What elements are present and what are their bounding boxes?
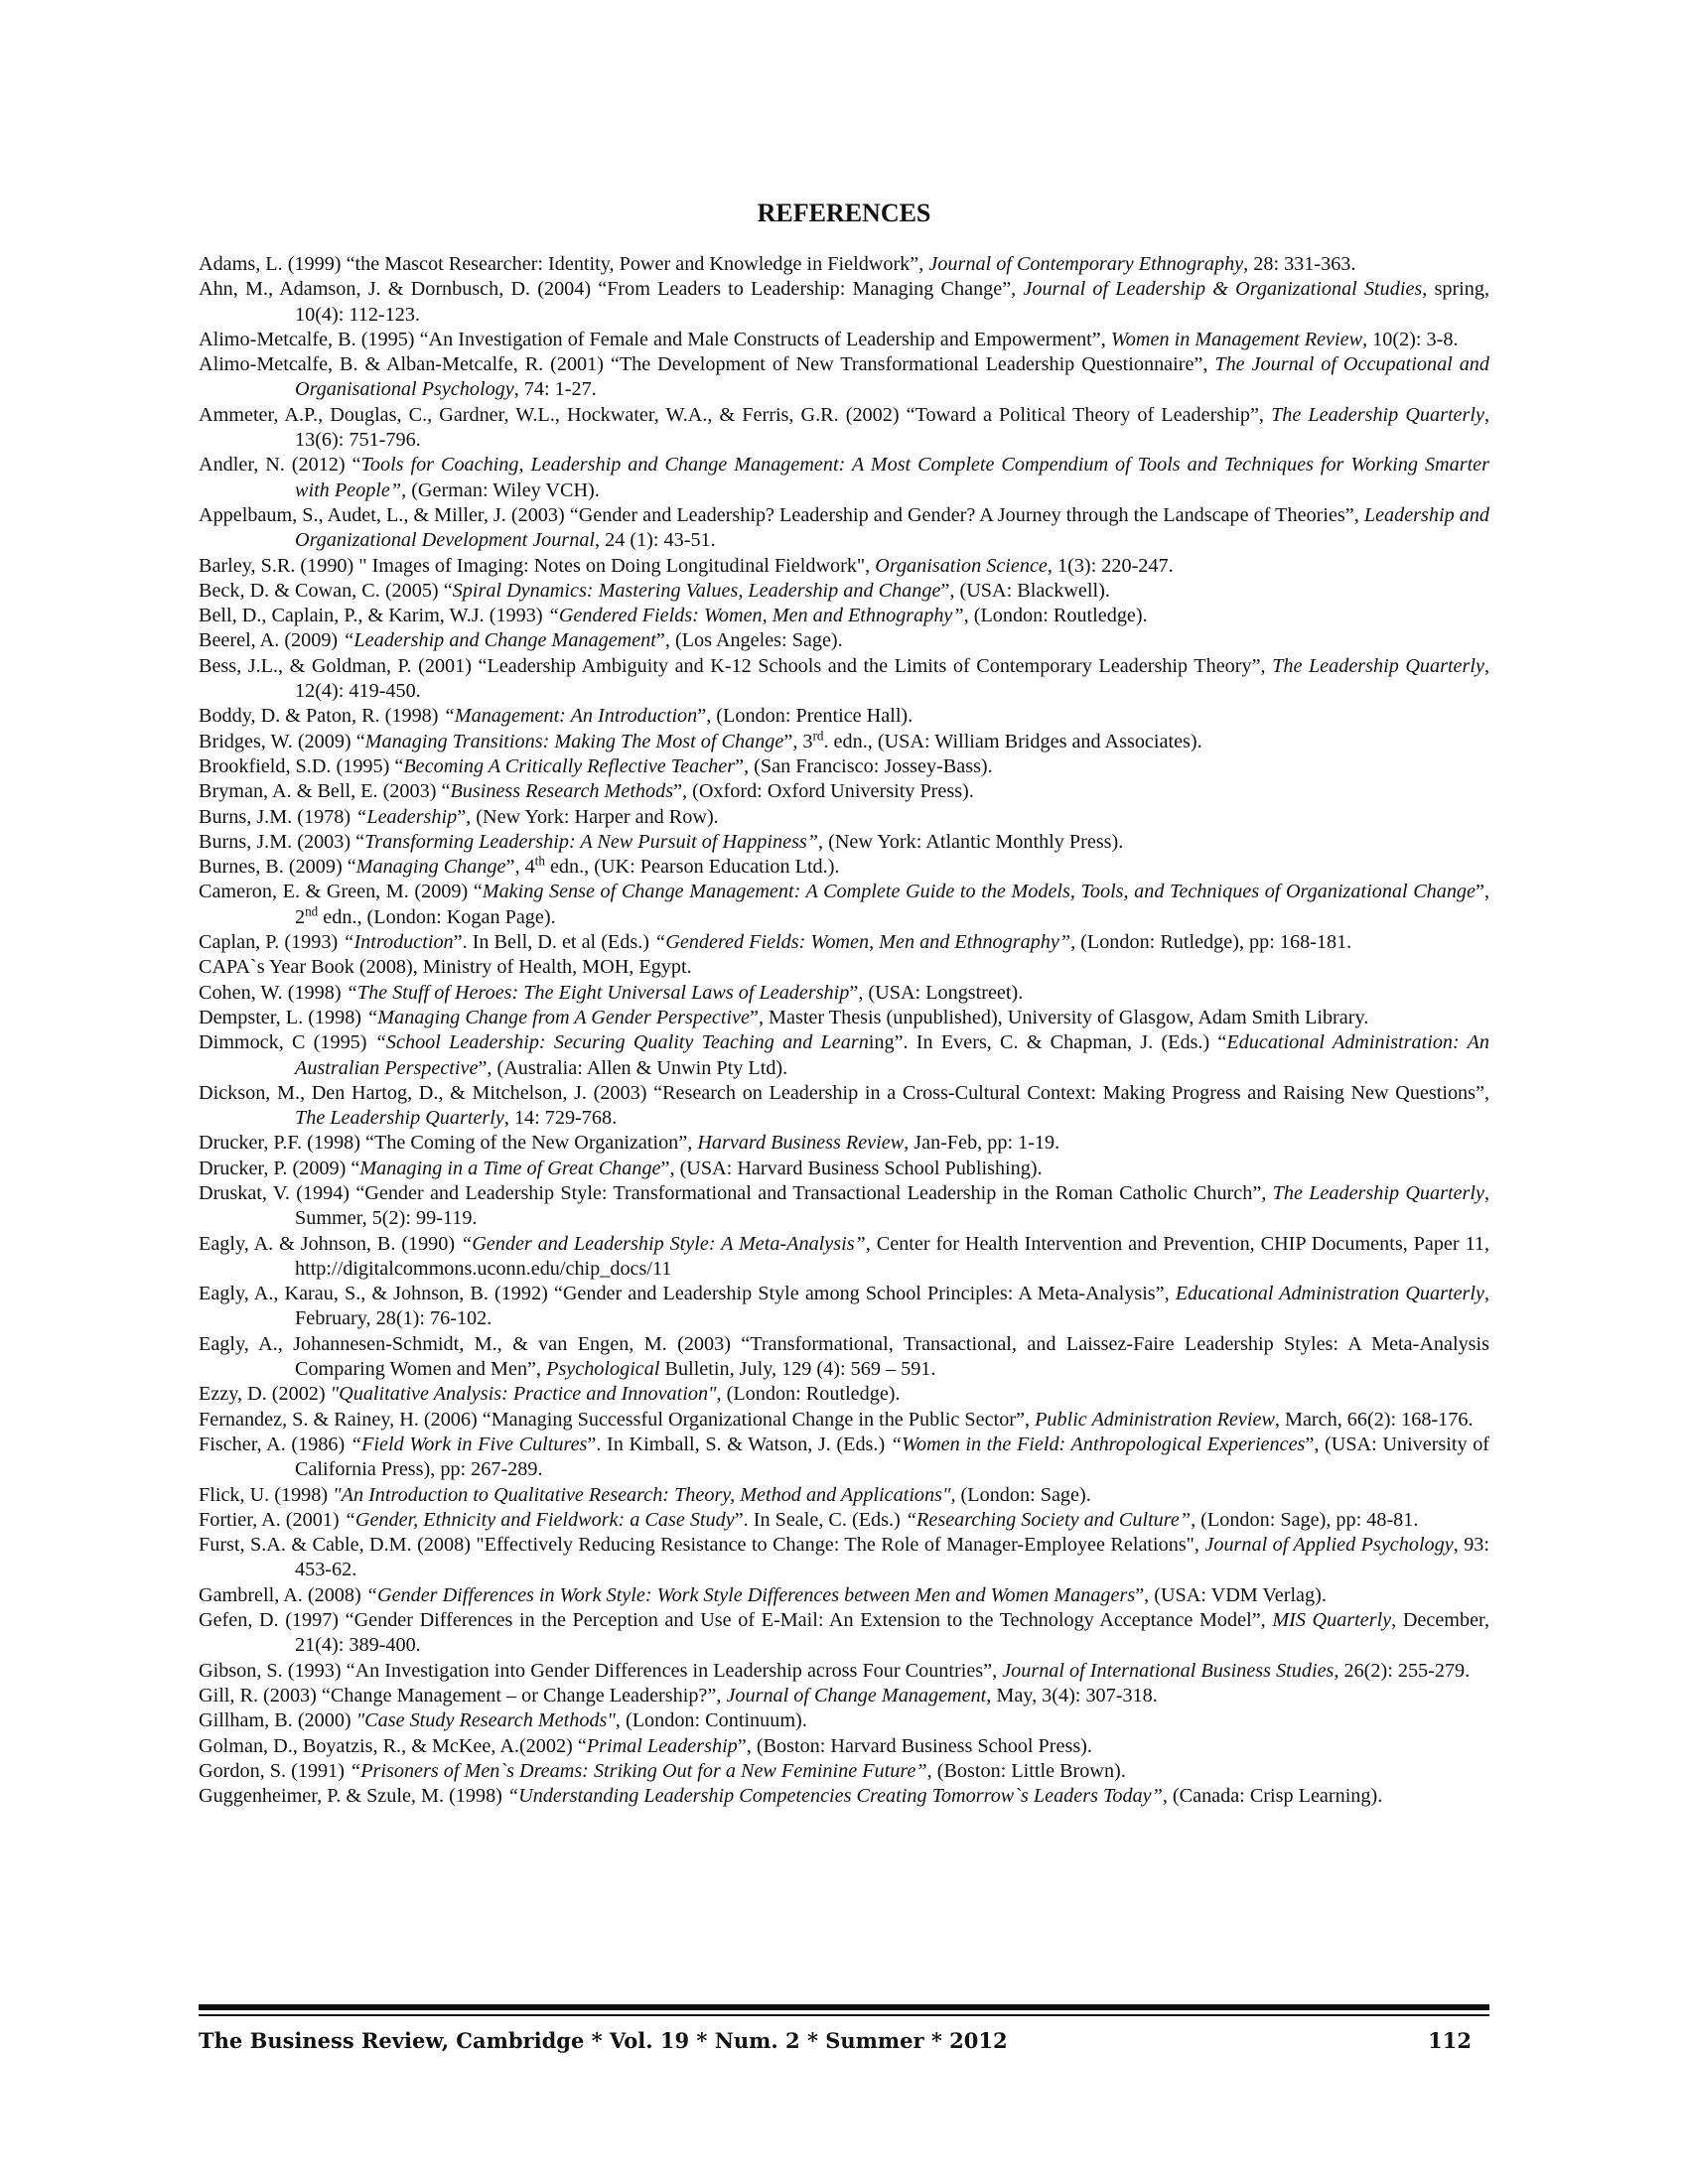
reference-entry	[199, 277, 1489, 328]
italic-title: “Gendered Fields: Women, Men and Ethnography”	[547, 605, 964, 627]
reference-text: Center for Health Intervention and Prevention, CHIP Documents, Paper 11, http://digitalcommons.uconn.edu/chip_docs/11	[295, 1232, 1489, 1280]
reference-text: Guggenheimer, P. & Szule, M. (1998)	[199, 1785, 507, 1808]
reference-text: (London: Sage).	[955, 1483, 1091, 1506]
reference-text: Flick, U. (1998)	[199, 1483, 334, 1506]
reference-text: , (Boston: Little Brown).	[926, 1759, 1126, 1782]
reference-entry	[199, 1408, 1489, 1433]
reference-text: ”. In Seale, C. (Eds.)	[734, 1508, 906, 1531]
italic-title: Transforming Leadership: A New Pursuit of Happiness”	[364, 830, 819, 853]
reference-entry	[199, 554, 1489, 579]
italic-title: "An Introduction to Qualitative Research: Theory, Method and Applications",	[333, 1483, 956, 1506]
reference-text: Caplan, P. (1993)	[199, 931, 344, 954]
reference-text: Fernandez, S. & Rainey, H. (2006) “Managing Successful Organizational Change in the Public Sector”,	[199, 1408, 1036, 1431]
italic-title: Journal of Contemporary Ethnography	[928, 253, 1244, 275]
reference-text: Gambrell, A. (2008)	[199, 1583, 366, 1606]
reference-text: ”, (San Francisco: Jossey-Bass).	[735, 754, 993, 777]
reference-text: ”, (Los Angeles: Sage).	[655, 629, 843, 652]
reference-entry	[199, 704, 1489, 729]
italic-title: Organisation Science	[875, 554, 1048, 577]
reference-text: , (London: Routledge).	[716, 1383, 901, 1406]
reference-text: Gillham, B. (2000)	[199, 1709, 356, 1732]
reference-text: , (London: Continuum).	[615, 1709, 807, 1732]
italic-title: Journal of Leadership & Organizational Studies	[1023, 278, 1423, 301]
reference-text: Alimo-Metcalfe, B. (1995) “An Investigation of Female and Male Constructs of Leadership and Empowerment”,	[199, 328, 1111, 350]
italic-title: “Researching Society and Culture”	[905, 1508, 1192, 1531]
reference-text: Gibson, S. (1993) “An Investigation into Gender Differences in Leadership across Four Countries”,	[199, 1659, 1003, 1682]
reference-text: Cohen, W. (1998)	[199, 981, 347, 1004]
reference-entry	[199, 1006, 1489, 1030]
reference-text: Gefen, D. (1997) “Gender Differences in the Perception and Use of E-Mail: An Extension to the Technology Acceptance Model”,	[199, 1609, 1273, 1632]
reference-text: ”, (London: Prentice Hall).	[697, 705, 914, 728]
journal-citation: The Business Review, Cambridge * Vol. 19 * Num. 2 * Summer * 2012	[199, 2028, 1008, 2053]
italic-title: Educational Administration Quarterly	[1175, 1283, 1484, 1305]
reference-entry	[199, 855, 1489, 880]
italic-title: Journal of Applied Psychology	[1204, 1534, 1454, 1557]
reference-entry	[199, 1232, 1489, 1283]
reference-text: Bulletin, July, 129 (4): 569 – 591.	[659, 1358, 936, 1381]
reference-entry	[199, 1734, 1489, 1759]
italic-title: Managing Transitions: Making The Most of Change	[364, 730, 784, 752]
reference-text: Fischer, A. (1986)	[199, 1433, 351, 1455]
reference-text: , (London: Routledge).	[963, 605, 1148, 627]
reference-entry	[199, 252, 1489, 277]
footer-rule	[199, 2004, 1489, 2010]
reference-entry	[199, 1759, 1489, 1784]
reference-text: , 24 (1): 43-51.	[595, 529, 716, 552]
reference-text: Gordon, S. (1991)	[199, 1759, 350, 1782]
reference-entry	[199, 727, 1489, 754]
italic-title: The Leadership Quarterly	[295, 1107, 504, 1130]
reference-entry	[199, 981, 1489, 1006]
reference-text: Brookfield, S.D. (1995) “	[199, 754, 404, 777]
reference-entry	[199, 779, 1489, 804]
reference-text: , 28: 331-363.	[1243, 253, 1356, 275]
reference-entry	[199, 1433, 1489, 1483]
reference-text: ”, 3	[783, 730, 813, 752]
reference-text: Ezzy, D. (2002)	[199, 1383, 331, 1406]
superscript-text: nd	[305, 902, 319, 918]
italic-title: Leadership and Organizational Development Journal	[295, 503, 1490, 552]
reference-entry	[199, 1382, 1489, 1407]
italic-title: The Leadership Quarterly	[1272, 654, 1484, 677]
italic-title: "Qualitative Analysis: Practice and Innovation"	[330, 1383, 717, 1406]
reference-text: , Summer, 5(2): 99-119.	[295, 1181, 1489, 1230]
reference-entry	[199, 628, 1489, 653]
italic-title: “The Stuff of Heroes: The Eight Universal Laws of Leadership	[346, 981, 850, 1004]
italic-title: Harvard Business Review	[697, 1132, 905, 1155]
reference-entry	[199, 403, 1489, 454]
italic-title: Psychological	[546, 1358, 660, 1381]
reference-text: CAPA`s Year Book (2008), Ministry of Health, MOH, Egypt.	[199, 956, 692, 979]
italic-title: “Managing Change from A Gender Perspective	[366, 1006, 750, 1028]
italic-title: “Understanding Leadership Competencies Creating Tomorrow`s Leaders Today”	[506, 1785, 1163, 1808]
italic-title: Journal of International Business Studies	[1002, 1659, 1335, 1682]
reference-text: Barley, S.R. (1990) " Images of Imaging: Notes on Doing Longitudinal Fieldwork",	[199, 554, 876, 577]
reference-entry	[199, 1784, 1489, 1809]
italic-title: The Leadership Quarterly	[1271, 403, 1484, 426]
reference-entry	[199, 1157, 1489, 1181]
italic-title: “Leadership and Change Management	[343, 629, 656, 652]
italic-title: Making Sense of Change Management: A Complete Guide to the Models, Tools, and Techniques of Organizational Change	[482, 881, 1476, 903]
reference-text: Dempster, L. (1998)	[199, 1006, 367, 1028]
page-footer	[199, 2028, 1489, 2058]
italic-title: The Journal of Occupational and Organisational Psychology	[295, 353, 1489, 401]
reference-entry	[199, 930, 1489, 955]
reference-entry	[199, 503, 1489, 554]
page-number: 112	[1428, 2028, 1472, 2053]
italic-title: Journal of Change Management	[726, 1684, 987, 1706]
italic-title: "Case Study Research Methods"	[355, 1709, 616, 1732]
italic-title: “Field Work in Five Cultures	[350, 1433, 588, 1455]
reference-entry	[199, 1659, 1489, 1684]
reference-text: Burns, J.M. (2003) “	[199, 830, 365, 853]
reference-text: Furst, S.A. & Cable, D.M. (2008) "Effectively Reducing Resistance to Change: The Role of Manager-Employee Relations",	[199, 1534, 1205, 1557]
italic-title: MIS Quarterly	[1272, 1609, 1392, 1632]
reference-text: Ammeter, A.P., Douglas, C., Gardner, W.L., Hockwater, W.A., & Ferris, G.R. (2002) “Toward a Political Theory of Leadership”,	[199, 403, 1272, 426]
reference-text: ”. In Bell, D. et al (Eds.)	[453, 931, 655, 954]
reference-text: Druskat, V. (1994) “Gender and Leadership Style: Transformational and Transactional Leadership in the Roman Catholic Church”,	[199, 1181, 1273, 1204]
reference-text: Beck, D. & Cowan, C. (2005) “	[199, 579, 453, 602]
reference-text: , March, 66(2): 168-176.	[1274, 1408, 1474, 1431]
reference-text: , 26(2): 255-279.	[1334, 1659, 1471, 1682]
reference-text: edn., (London: Kogan Page).	[318, 905, 556, 928]
reference-text: Eagly, A. & Johnson, B. (1990)	[199, 1232, 461, 1255]
reference-text: Boddy, D. & Paton, R. (1998)	[199, 705, 444, 728]
reference-entry	[199, 880, 1489, 930]
reference-text: , Jan-Feb, pp: 1-19.	[904, 1132, 1060, 1155]
reference-text: ”, Master Thesis (unpublished), University of Glasgow, Adam Smith Library.	[750, 1006, 1369, 1028]
reference-text: Cameron, E. & Green, M. (2009) “	[199, 881, 483, 903]
reference-text: , (German: Wiley VCH).	[401, 478, 600, 501]
reference-text: Andler, N. (2012) “	[199, 454, 361, 477]
reference-entry	[199, 1332, 1489, 1383]
reference-text: Bryman, A. & Bell, E. (2003) “	[199, 780, 451, 803]
italic-title: Business Research Methods	[450, 780, 674, 803]
reference-text: , 13(6): 751-796.	[295, 403, 1489, 452]
reference-text: , (New York: Atlantic Monthly Press).	[818, 830, 1124, 853]
reference-text: Burns, J.M. (1978)	[199, 805, 356, 828]
reference-entry	[199, 654, 1489, 705]
reference-entry	[199, 1533, 1489, 1583]
reference-text: ”. In Kimball, S. & Watson, J. (Eds.)	[587, 1433, 891, 1455]
italic-title: “Gender and Leadership Style: A Meta-Analysis”,	[461, 1232, 871, 1255]
reference-text: Eagly, A., Karau, S., & Johnson, B. (1992) “Gender and Leadership Style among School Principles: A Meta-Analysis”,	[199, 1283, 1176, 1305]
reference-text: Alimo-Metcalfe, B. & Alban-Metcalfe, R. (2001) “The Development of New Transformational Leadership Questionnaire”,	[199, 353, 1215, 376]
reference-text: , spring, 10(4): 112-123.	[295, 278, 1490, 326]
reference-text: Dickson, M., Den Hartog, D., & Mitchelson, J. (2003) “Research on Leadership in a Cross-Cultural Context: Making Progress and Raising New Questions”,	[199, 1081, 1489, 1104]
reference-text: ”, (USA: University of California Press), pp: 267-289.	[295, 1433, 1490, 1481]
reference-text: Golman, D., Boyatzis, R., & McKee, A.(2002) “	[199, 1734, 587, 1757]
reference-text: ”, (USA: VDM Verlag).	[1135, 1583, 1327, 1606]
reference-text: Adams, L. (1999) “the Mascot Researcher: Identity, Power and Knowledge in Fieldwork”,	[199, 253, 929, 275]
reference-entry	[199, 1583, 1489, 1608]
reference-entry	[199, 830, 1489, 855]
reference-entry	[199, 1030, 1489, 1081]
footer-rule-thin	[199, 2014, 1489, 2016]
reference-text: , (Canada: Crisp Learning).	[1162, 1785, 1383, 1808]
reference-list	[199, 252, 1489, 1809]
superscript-text: th	[534, 853, 545, 869]
reference-entry	[199, 579, 1489, 604]
italic-title: The Leadership Quarterly	[1272, 1181, 1484, 1204]
reference-entry	[199, 1081, 1489, 1132]
italic-title: Becoming A Critically Reflective Teacher	[403, 754, 736, 777]
italic-title: Educational Administration: An Australian Perspective	[295, 1031, 1490, 1079]
reference-entry	[199, 805, 1489, 830]
italic-title: Women in Management Review	[1110, 328, 1363, 350]
reference-text: , February, 28(1): 76-102.	[295, 1283, 1489, 1330]
reference-text: Beerel, A. (2009)	[199, 629, 344, 652]
italic-title: Tools for Coaching, Leadership and Change Management: A Most Complete Compendium of Tools and Techniques for Working Smarter with People”	[295, 454, 1489, 501]
reference-text: ”, (Boston: Harvard Business School Press).	[737, 1734, 1092, 1757]
reference-text: Bell, D., Caplain, P., & Karim, W.J. (1993)	[199, 605, 548, 627]
reference-text: , 12(4): 419-450.	[295, 654, 1489, 703]
reference-entry	[199, 1131, 1489, 1156]
italic-title: “Gender Differences in Work Style: Work Style Differences between Men and Women Managers	[365, 1583, 1136, 1606]
reference-text: ing”. In Evers, C. & Chapman, J. (Eds.) “	[868, 1031, 1227, 1054]
reference-entry	[199, 604, 1489, 628]
reference-text: , May, 3(4): 307-318.	[986, 1684, 1158, 1706]
reference-text: Drucker, P.F. (1998) “The Coming of the New Organization”,	[199, 1132, 698, 1155]
reference-text: , (London: Rutledge), pp: 168-181.	[1070, 931, 1352, 954]
italic-title: “Leadership	[355, 805, 458, 828]
reference-text: ”, 4	[505, 856, 535, 879]
italic-title: “Gendered Fields: Women, Men and Ethnography”	[654, 931, 1071, 954]
reference-entry	[199, 1684, 1489, 1708]
reference-text: Eagly, A., Johannesen-Schmidt, M., & van Engen, M. (2003) “Transformational, Transactional, and Laissez-Faire Leadership Styles: A Meta-Analysis Comparing Women and Men”,	[199, 1332, 1489, 1381]
italic-title: Managing in a Time of Great Change	[359, 1157, 661, 1179]
reference-text: ”, (USA: Blackwell).	[940, 579, 1110, 602]
italic-title: “Women in the Field: Anthropological Experiences	[890, 1433, 1306, 1455]
reference-entry	[199, 1483, 1489, 1508]
reference-text: Appelbaum, S., Audet, L., & Miller, J. (2003) “Gender and Leadership? Leadership and Gender? A Journey through the Landscape of Theories”,	[199, 503, 1364, 526]
italic-title: Public Administration Review	[1035, 1408, 1275, 1431]
reference-text: edn., (UK: Pearson Education Ltd.).	[544, 856, 840, 879]
reference-text: ”, (USA: Longstreet).	[849, 981, 1024, 1004]
reference-entry	[199, 453, 1489, 503]
reference-text: , (London: Sage), pp: 48-81.	[1191, 1508, 1419, 1531]
reference-entry	[199, 1282, 1489, 1332]
reference-entry	[199, 1508, 1489, 1533]
italic-title: Managing Change	[355, 856, 506, 879]
reference-text: Burnes, B. (2009) “	[199, 856, 356, 879]
reference-text: ”, (Australia: Allen & Unwin Pty Ltd).	[478, 1056, 788, 1079]
reference-text: Fortier, A. (2001)	[199, 1508, 345, 1531]
italic-title: “Management: An Introduction	[443, 705, 698, 728]
reference-text: , 14: 729-768.	[503, 1107, 618, 1130]
italic-title: Primal Leadership	[586, 1734, 738, 1757]
italic-title: “Introduction	[343, 931, 454, 954]
reference-entry	[199, 955, 1489, 980]
reference-entry	[199, 352, 1489, 403]
reference-text: ”, (USA: Harvard Business School Publishing).	[660, 1157, 1043, 1179]
reference-text: Drucker, P. (2009) “	[199, 1157, 360, 1179]
reference-text: Dimmock, C (1995)	[199, 1031, 375, 1054]
superscript-text: rd	[812, 727, 824, 743]
reference-text: ”, 2	[295, 881, 1490, 928]
reference-text: , 74: 1-27.	[513, 378, 597, 401]
section-heading: REFERENCES	[757, 199, 931, 227]
reference-text: , December, 21(4): 389-400.	[295, 1609, 1489, 1657]
italic-title: “Gender, Ethnicity and Fieldwork: a Case Study	[344, 1508, 735, 1531]
reference-text: Ahn, M., Adamson, J. & Dornbusch, D. (2004) “From Leaders to Leadership: Managing Change”,	[199, 278, 1024, 301]
reference-text: , 10(2): 3-8.	[1362, 328, 1459, 350]
reference-text: , 1(3): 220-247.	[1047, 554, 1174, 577]
reference-entry	[199, 754, 1489, 779]
reference-text: Bess, J.L., & Goldman, P. (2001) “Leadership Ambiguity and K-12 Schools and the Limits of Contemporary Leadership Theory”,	[199, 654, 1273, 677]
italic-title: “Prisoners of Men`s Dreams: Striking Out for a New Feminine Future”	[349, 1759, 927, 1782]
reference-entry	[199, 1181, 1489, 1232]
italic-title: “School Leadership: Securing Quality Teaching and Learn	[374, 1031, 869, 1054]
reference-entry	[199, 1608, 1489, 1659]
reference-text: , 93: 453-62.	[295, 1534, 1490, 1581]
reference-entry	[199, 1708, 1489, 1733]
reference-text: ”, (New York: Harper and Row).	[457, 805, 719, 828]
reference-text: . edn., (USA: William Bridges and Associates).	[823, 730, 1202, 752]
reference-text: ”, (Oxford: Oxford University Press).	[673, 780, 974, 803]
reference-text: Bridges, W. (2009) “	[199, 730, 365, 752]
italic-title: Spiral Dynamics: Mastering Values, Leadership and Change	[452, 579, 941, 602]
reference-entry	[199, 328, 1489, 352]
reference-text: Gill, R. (2003) “Change Management – or Change Leadership?”,	[199, 1684, 727, 1706]
